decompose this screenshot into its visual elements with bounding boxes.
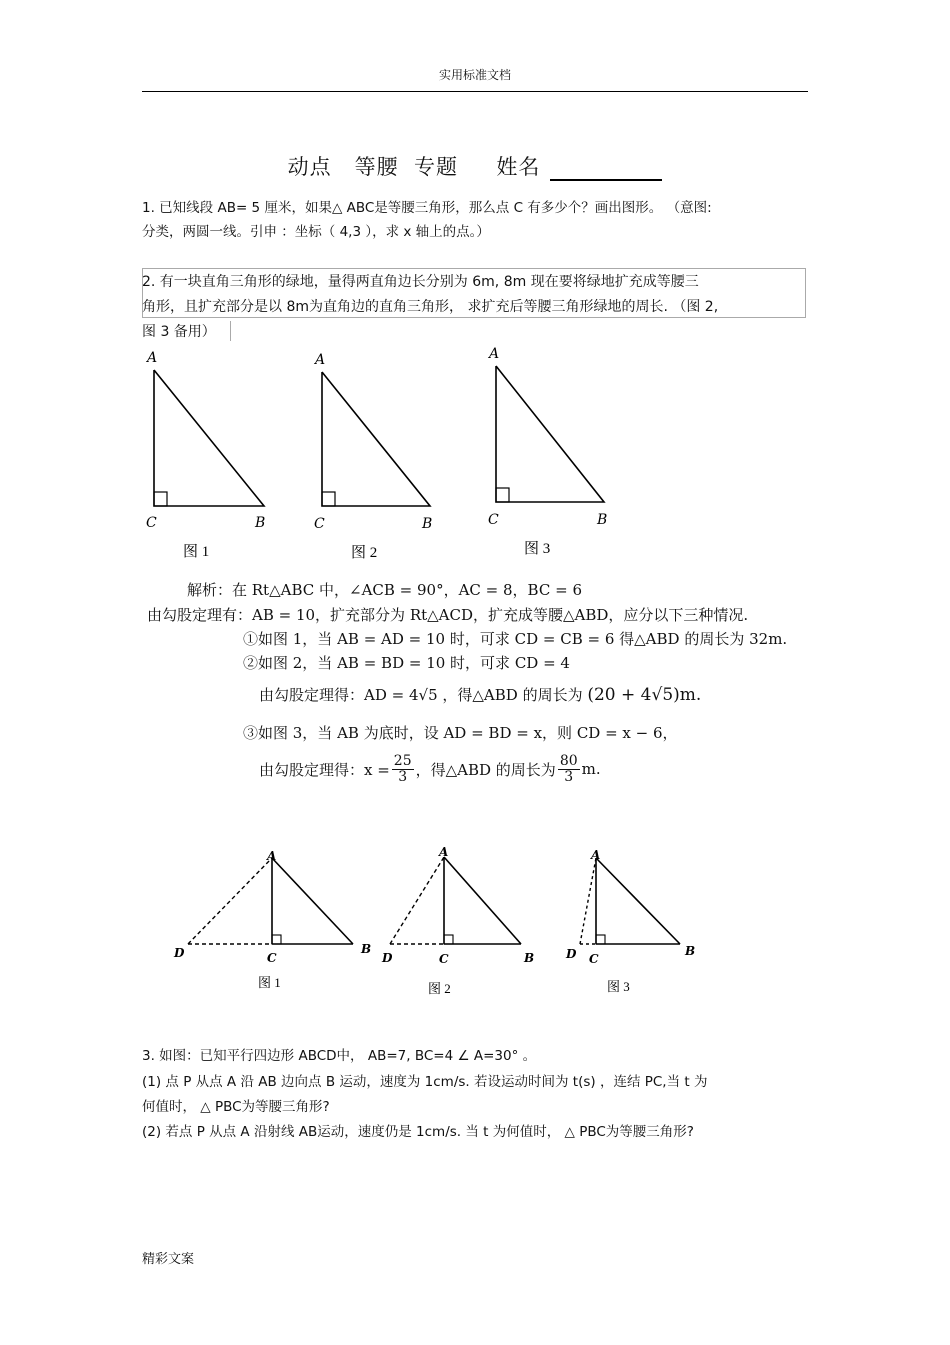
- bot-fig1-D: D: [174, 946, 185, 960]
- frac1-den: 3: [398, 768, 408, 785]
- bot-fig2-C: C: [439, 952, 449, 966]
- top-fig3-caption: 图 3: [524, 541, 551, 557]
- bot-fig1-A: A: [267, 849, 277, 863]
- analysis-line5b: (20 + 4√5)m.: [587, 685, 702, 705]
- top-figure-3: [496, 366, 604, 502]
- top-figure-2: [322, 372, 430, 506]
- frac2-den: 3: [564, 768, 574, 785]
- bot-fig3-D: D: [566, 947, 577, 961]
- analysis-line7b: ，得△ABD 的周长为: [415, 760, 556, 779]
- analysis-line5: [259, 684, 701, 705]
- bottom-figure-1: [188, 858, 353, 944]
- bot-fig3-A: A: [591, 848, 601, 862]
- header-rule: [142, 91, 808, 92]
- q2-line2: 角形，且扩充部分是以 8m为直角边的直角三角形， 求扩充后等腰三角形绿地的周长. （图 2,: [142, 299, 719, 315]
- bot-fig2-A: A: [439, 845, 449, 859]
- bot-fig2-B: B: [524, 951, 535, 965]
- analysis-line7: [259, 747, 601, 791]
- analysis-line3: ①如图 1，当 AB = AD = 10 时，可求 CD = CB = 6 得△ABD 的周长为 32m.: [243, 630, 788, 648]
- page-footer: 精彩文案: [142, 1252, 195, 1267]
- top-fig2-B: B: [422, 516, 433, 532]
- name-underline: [550, 155, 662, 181]
- top-fig1-B: B: [255, 515, 266, 531]
- analysis-line7a: 由勾股定理得：x =: [259, 760, 390, 779]
- fraction-80-3: [558, 754, 580, 784]
- analysis-line7c: m.: [581, 760, 601, 778]
- analysis-line6: ③如图 3，当 AB 为底时，设 AD = BD = x，则 CD = x − 6，: [243, 724, 678, 742]
- bot-fig3-B: B: [685, 944, 696, 958]
- q3-line1: 3. 如图：已知平行四边形 ABCD中， AB=7, BC=4 ∠ A=30° 。: [142, 1048, 537, 1064]
- top-fig3-A: A: [489, 346, 500, 362]
- top-fig1-A: A: [147, 350, 158, 366]
- bot-fig1-B: B: [361, 942, 372, 956]
- q1-line2: 分类，两圆一线。引申 ：坐标（ 4,3 ），求 x 轴上的点。）: [142, 224, 490, 240]
- bot-fig1-C: C: [267, 951, 277, 965]
- analysis-line5a: 由勾股定理得：AD = 4√5 ，得△ABD 的周长为: [259, 686, 583, 704]
- q1-line1: 1. 已知线段 AB= 5 厘米，如果△ ABC是等腰三角形，那么点 C 有多少个？画出图形。 （意图:: [142, 200, 712, 216]
- title-text: 动点 等腰 专题 姓名: [287, 155, 541, 179]
- top-fig3-B: B: [597, 512, 608, 528]
- q2-line1: 2. 有一块直角三角形的绿地，量得两直角边长分别为 6m, 8m 现在要将绿地扩充成等腰三: [142, 274, 699, 290]
- top-fig2-A: A: [315, 352, 326, 368]
- page-header: 实用标准文档: [438, 68, 511, 82]
- page-title: [0, 151, 950, 181]
- q3-line2: (1) 点 P 从点 A 沿 AB 边向点 B 运动，速度为 1cm/s. 若设运动时间为 t(s) ，连结 PC,当 t 为: [142, 1074, 708, 1090]
- frac2-num: 80: [559, 752, 578, 769]
- bot-fig1-caption: 图 1: [258, 975, 281, 990]
- top-fig2-caption: 图 2: [351, 545, 378, 561]
- frac1-num: 25: [393, 752, 412, 769]
- bottom-figure-2: [390, 857, 521, 944]
- top-fig2-C: C: [314, 516, 325, 532]
- analysis-line2: 由勾股定理有：AB = 10，扩充部分为 Rt△ACD，扩充成等腰△ABD，应分以下三种情况.: [147, 606, 749, 624]
- q3-line4: (2) 若点 P 从点 A 沿射线 AB运动，速度仍是 1cm/s. 当 t 为何值时， △ PBC为等腰三角形?: [142, 1124, 694, 1140]
- bot-fig3-caption: 图 3: [607, 979, 630, 994]
- bot-fig3-C: C: [589, 952, 599, 966]
- bottom-figure-3: [580, 858, 680, 944]
- top-fig3-C: C: [488, 512, 499, 528]
- q3-line3: 何值时， △ PBC为等腰三角形?: [142, 1099, 330, 1115]
- fraction-25-3: [392, 754, 414, 784]
- top-figure-1: [154, 370, 264, 506]
- top-fig1-C: C: [146, 515, 157, 531]
- bot-fig2-caption: 图 2: [428, 981, 451, 996]
- analysis-line4: ②如图 2，当 AB = BD = 10 时，可求 CD = 4: [243, 654, 570, 672]
- bot-fig2-D: D: [382, 951, 393, 965]
- q2-line3: 图 3 备用）: [142, 321, 231, 341]
- analysis-line1: 解析：在 Rt△ABC 中，∠ACB = 90°，AC = 8，BC = 6: [187, 581, 582, 599]
- top-fig1-caption: 图 1: [183, 544, 210, 560]
